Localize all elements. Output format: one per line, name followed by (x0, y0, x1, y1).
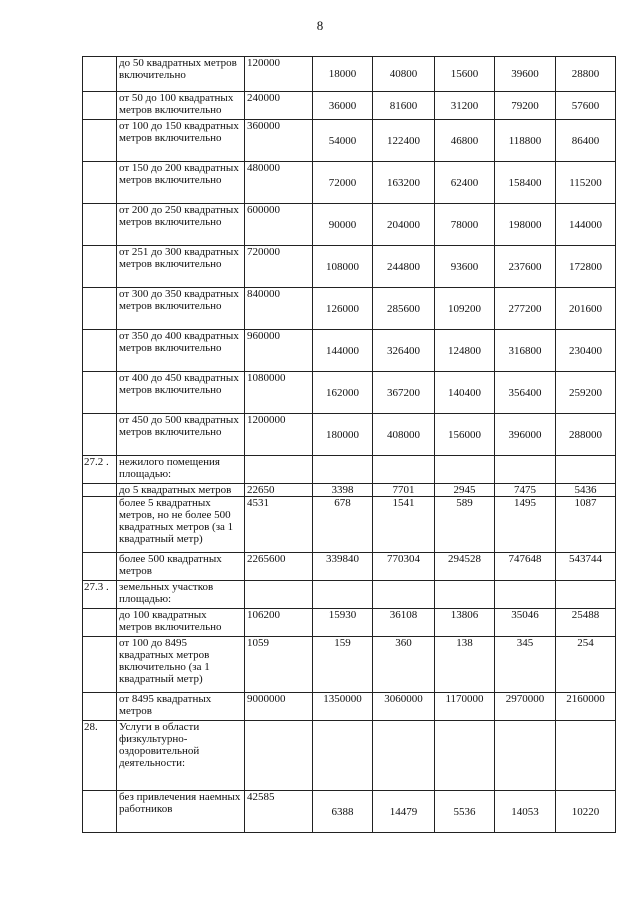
value-cell: 589 (435, 497, 495, 553)
value-cell: 36108 (373, 609, 435, 637)
value-cell (435, 456, 495, 484)
value-cell: 36000 (313, 92, 373, 120)
base-value-cell: 9000000 (245, 693, 313, 721)
value-cell: 326400 (373, 330, 435, 372)
table-row (83, 791, 616, 833)
base-value-cell: 1059 (245, 637, 313, 693)
value-cell: 180000 (313, 414, 373, 456)
value-cell: 408000 (373, 414, 435, 456)
base-value-cell: 2265600 (245, 553, 313, 581)
value-cell: 285600 (373, 288, 435, 330)
value-cell (495, 721, 556, 791)
table-row (83, 120, 616, 162)
value-cell: 18000 (313, 57, 373, 92)
item-number-cell (83, 497, 117, 553)
base-value-cell: 22650 (245, 484, 313, 497)
table-row (83, 693, 616, 721)
base-value-cell: 240000 (245, 92, 313, 120)
value-cell: 81600 (373, 92, 435, 120)
value-cell: 28800 (556, 57, 616, 92)
value-cell: 172800 (556, 246, 616, 288)
description-cell: от 100 до 150 квадратных метров включительно (117, 120, 245, 162)
value-cell: 162000 (313, 372, 373, 414)
base-value-cell: 360000 (245, 120, 313, 162)
base-value-cell: 42585 (245, 791, 313, 833)
value-cell: 122400 (373, 120, 435, 162)
value-cell (313, 456, 373, 484)
value-cell: 747648 (495, 553, 556, 581)
description-cell: земельных участков площадью: (117, 581, 245, 609)
table-row (83, 609, 616, 637)
description-cell: от 251 до 300 квадратных метров включительно (117, 246, 245, 288)
value-cell: 2945 (435, 484, 495, 497)
table-row (83, 581, 616, 609)
table-row (83, 288, 616, 330)
value-cell: 138 (435, 637, 495, 693)
value-cell: 25488 (556, 609, 616, 637)
value-cell (373, 581, 435, 609)
item-number-cell (83, 484, 117, 497)
item-number-cell (83, 162, 117, 204)
item-number-cell (83, 372, 117, 414)
table-row (83, 553, 616, 581)
value-cell (313, 581, 373, 609)
value-cell: 2160000 (556, 693, 616, 721)
value-cell: 15600 (435, 57, 495, 92)
description-cell: более 500 квадратных метров (117, 553, 245, 581)
item-number-cell (83, 288, 117, 330)
table-row (83, 246, 616, 288)
rates-table (82, 56, 616, 833)
value-cell: 288000 (556, 414, 616, 456)
value-cell: 254 (556, 637, 616, 693)
value-cell (495, 581, 556, 609)
value-cell: 543744 (556, 553, 616, 581)
description-cell: до 50 квадратных метров включительно (117, 57, 245, 92)
base-value-cell: 840000 (245, 288, 313, 330)
value-cell: 62400 (435, 162, 495, 204)
value-cell: 90000 (313, 204, 373, 246)
table-row (83, 456, 616, 484)
base-value-cell: 600000 (245, 204, 313, 246)
value-cell: 39600 (495, 57, 556, 92)
description-cell: от 400 до 450 квадратных метров включительно (117, 372, 245, 414)
description-cell: от 150 до 200 квадратных метров включительно (117, 162, 245, 204)
item-number-cell (83, 120, 117, 162)
value-cell: 93600 (435, 246, 495, 288)
value-cell: 7475 (495, 484, 556, 497)
value-cell: 109200 (435, 288, 495, 330)
value-cell: 3398 (313, 484, 373, 497)
item-number-cell (83, 609, 117, 637)
table-row (83, 721, 616, 791)
value-cell: 124800 (435, 330, 495, 372)
value-cell: 78000 (435, 204, 495, 246)
value-cell (373, 721, 435, 791)
item-number-cell (83, 693, 117, 721)
value-cell: 5536 (435, 791, 495, 833)
value-cell: 356400 (495, 372, 556, 414)
value-cell: 108000 (313, 246, 373, 288)
item-number-cell (83, 414, 117, 456)
value-cell (495, 456, 556, 484)
base-value-cell (245, 721, 313, 791)
value-cell: 367200 (373, 372, 435, 414)
value-cell: 159 (313, 637, 373, 693)
value-cell: 13806 (435, 609, 495, 637)
value-cell: 46800 (435, 120, 495, 162)
item-number-cell (83, 204, 117, 246)
value-cell: 156000 (435, 414, 495, 456)
value-cell: 40800 (373, 57, 435, 92)
table-row (83, 92, 616, 120)
value-cell: 1495 (495, 497, 556, 553)
item-number-cell (83, 246, 117, 288)
item-number-cell: 27.2 . (83, 456, 117, 484)
value-cell (556, 721, 616, 791)
value-cell: 339840 (313, 553, 373, 581)
value-cell: 770304 (373, 553, 435, 581)
value-cell: 244800 (373, 246, 435, 288)
item-number-cell: 27.3 . (83, 581, 117, 609)
value-cell: 158400 (495, 162, 556, 204)
value-cell (435, 721, 495, 791)
value-cell: 1541 (373, 497, 435, 553)
table-row (83, 497, 616, 553)
item-number-cell (83, 791, 117, 833)
value-cell: 204000 (373, 204, 435, 246)
table-row (83, 414, 616, 456)
value-cell: 14479 (373, 791, 435, 833)
value-cell: 54000 (313, 120, 373, 162)
value-cell: 144000 (556, 204, 616, 246)
value-cell: 115200 (556, 162, 616, 204)
value-cell: 2970000 (495, 693, 556, 721)
table-row (83, 330, 616, 372)
table-body (83, 57, 616, 833)
value-cell (313, 721, 373, 791)
description-cell: без привлечения наемных работников (117, 791, 245, 833)
value-cell: 1170000 (435, 693, 495, 721)
value-cell: 294528 (435, 553, 495, 581)
table-row (83, 372, 616, 414)
item-number-cell (83, 553, 117, 581)
value-cell: 35046 (495, 609, 556, 637)
item-number-cell (83, 92, 117, 120)
item-number-cell: 28. (83, 721, 117, 791)
base-value-cell: 960000 (245, 330, 313, 372)
value-cell: 79200 (495, 92, 556, 120)
description-cell: от 100 до 8495 квадратных метров включительно (за 1 квадратный метр) (117, 637, 245, 693)
description-cell: от 300 до 350 квадратных метров включительно (117, 288, 245, 330)
description-cell: от 50 до 100 квадратных метров включительно (117, 92, 245, 120)
item-number-cell (83, 637, 117, 693)
item-number-cell (83, 330, 117, 372)
base-value-cell: 1200000 (245, 414, 313, 456)
base-value-cell: 480000 (245, 162, 313, 204)
item-number-cell (83, 57, 117, 92)
value-cell: 259200 (556, 372, 616, 414)
value-cell (556, 581, 616, 609)
description-cell: более 5 квадратных метров, но не более 500 квадратных метров (за 1 квадратный метр) (117, 497, 245, 553)
value-cell: 140400 (435, 372, 495, 414)
value-cell: 118800 (495, 120, 556, 162)
value-cell: 360 (373, 637, 435, 693)
value-cell: 126000 (313, 288, 373, 330)
value-cell: 678 (313, 497, 373, 553)
base-value-cell: 120000 (245, 57, 313, 92)
value-cell (556, 456, 616, 484)
value-cell: 1087 (556, 497, 616, 553)
base-value-cell: 106200 (245, 609, 313, 637)
description-cell: нежилого помещения площадью: (117, 456, 245, 484)
value-cell: 14053 (495, 791, 556, 833)
description-cell: от 8495 квадратных метров (117, 693, 245, 721)
page-number: 8 (316, 18, 324, 33)
value-cell: 198000 (495, 204, 556, 246)
value-cell: 86400 (556, 120, 616, 162)
value-cell: 277200 (495, 288, 556, 330)
base-value-cell (245, 456, 313, 484)
table-row (83, 57, 616, 92)
description-cell: от 450 до 500 квадратных метров включительно (117, 414, 245, 456)
value-cell: 316800 (495, 330, 556, 372)
value-cell: 163200 (373, 162, 435, 204)
value-cell: 3060000 (373, 693, 435, 721)
description-cell: от 350 до 400 квадратных метров включительно (117, 330, 245, 372)
value-cell: 230400 (556, 330, 616, 372)
table-row (83, 162, 616, 204)
description-cell: до 5 квадратных метров (117, 484, 245, 497)
value-cell (373, 456, 435, 484)
value-cell: 144000 (313, 330, 373, 372)
base-value-cell: 720000 (245, 246, 313, 288)
value-cell: 72000 (313, 162, 373, 204)
value-cell (435, 581, 495, 609)
value-cell: 15930 (313, 609, 373, 637)
value-cell: 345 (495, 637, 556, 693)
table-row (83, 637, 616, 693)
description-cell: до 100 квадратных метров включительно (117, 609, 245, 637)
description-cell: Услуги в области физкультурно-оздоровительной деятельности: (117, 721, 245, 791)
value-cell: 1350000 (313, 693, 373, 721)
value-cell: 6388 (313, 791, 373, 833)
table-row (83, 204, 616, 246)
value-cell: 10220 (556, 791, 616, 833)
base-value-cell (245, 581, 313, 609)
table-row (83, 484, 616, 497)
description-cell: от 200 до 250 квадратных метров включительно (117, 204, 245, 246)
value-cell: 57600 (556, 92, 616, 120)
value-cell: 201600 (556, 288, 616, 330)
value-cell: 396000 (495, 414, 556, 456)
value-cell: 7701 (373, 484, 435, 497)
value-cell: 31200 (435, 92, 495, 120)
base-value-cell: 1080000 (245, 372, 313, 414)
base-value-cell: 4531 (245, 497, 313, 553)
value-cell: 237600 (495, 246, 556, 288)
value-cell: 5436 (556, 484, 616, 497)
